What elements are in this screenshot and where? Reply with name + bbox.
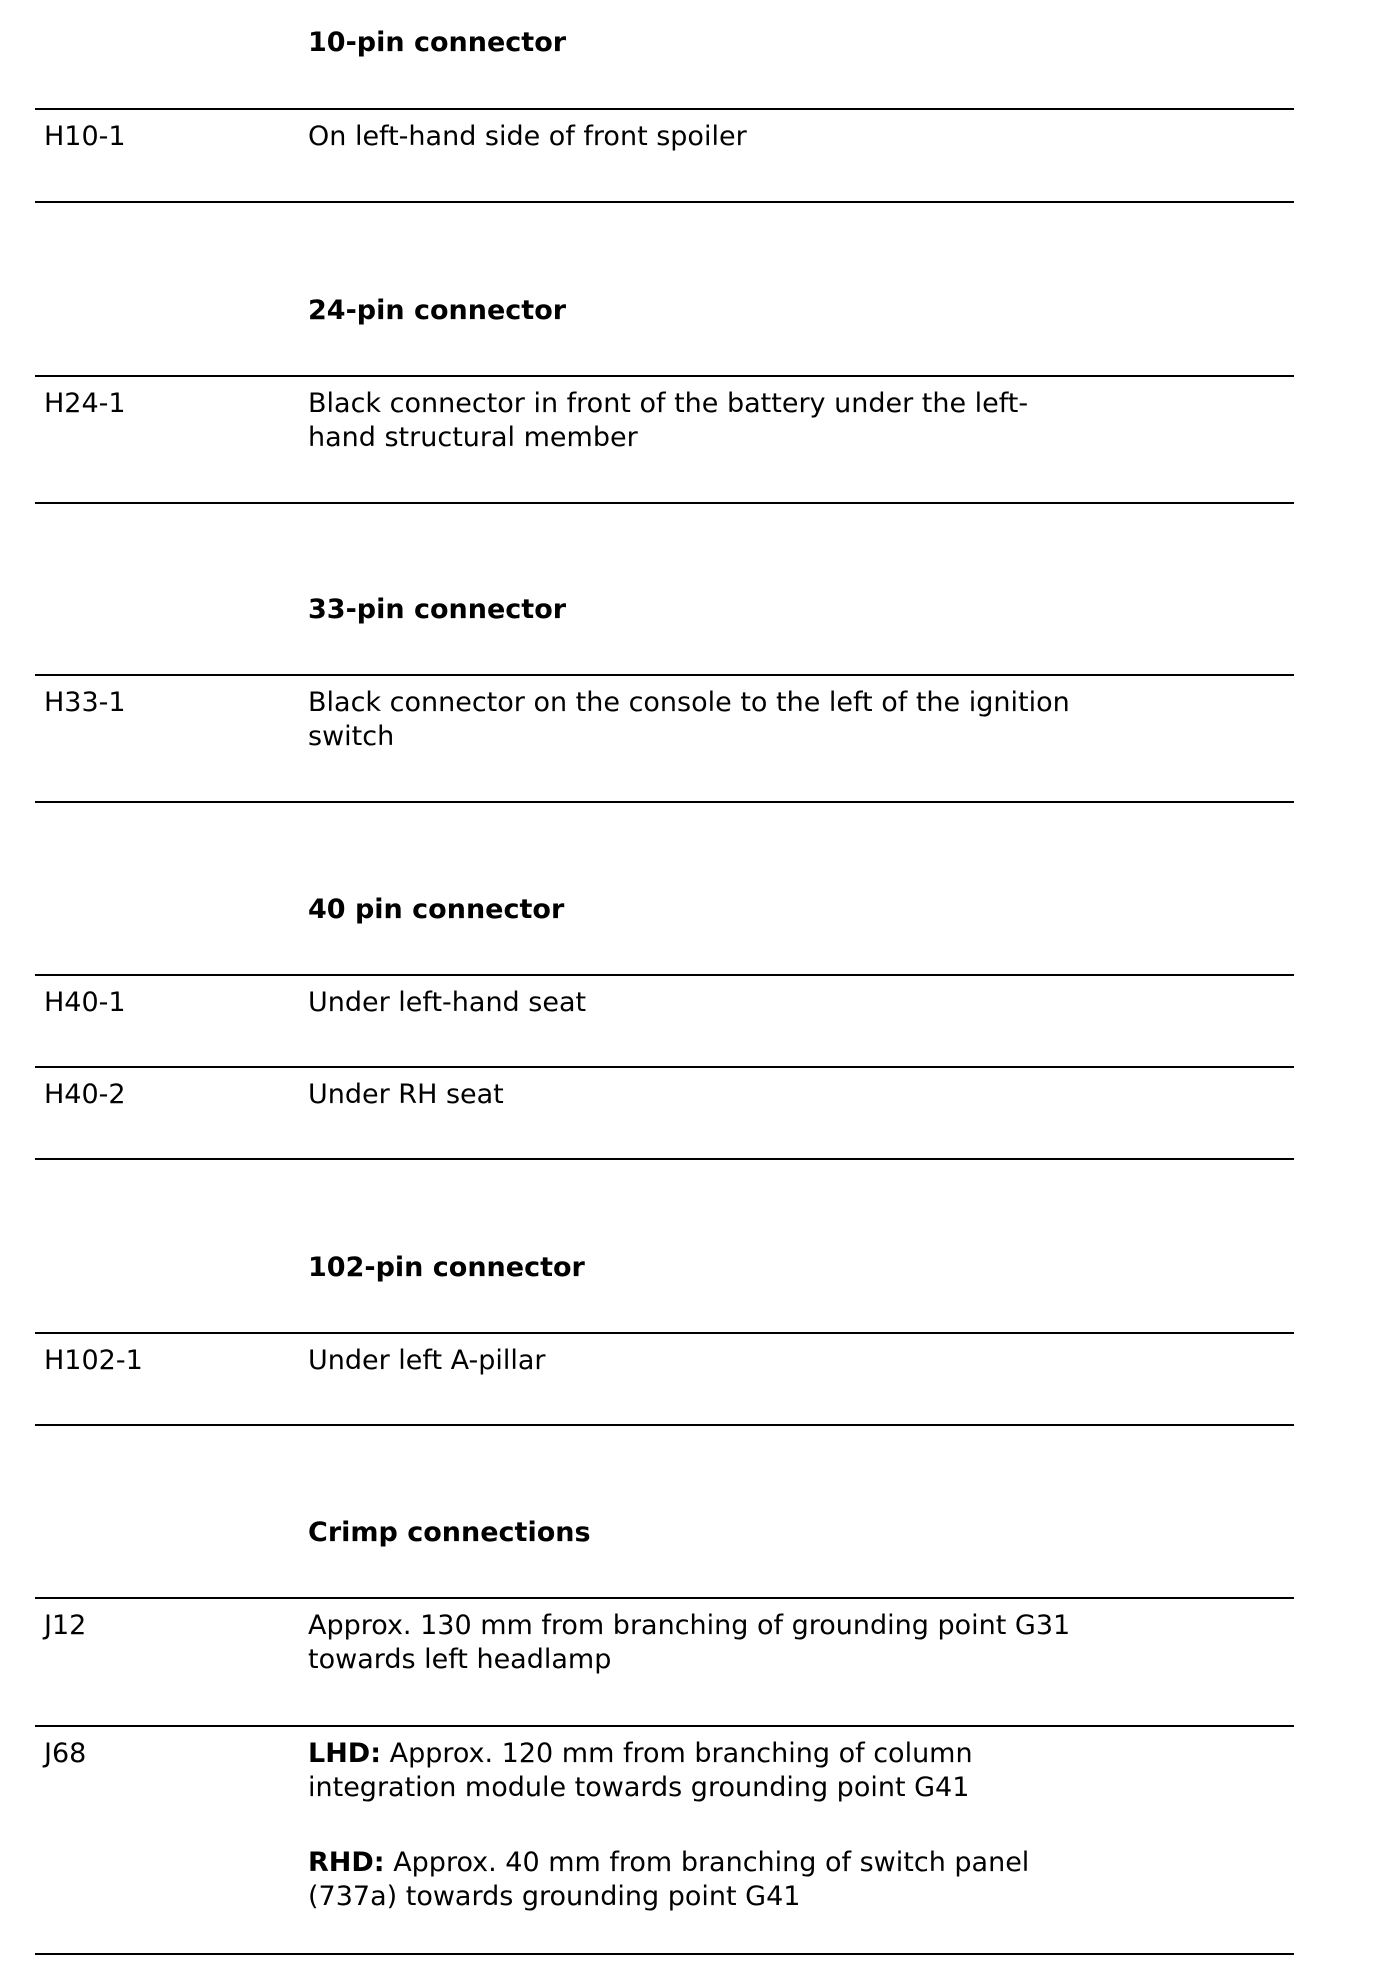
connector-location-line: LHD: Approx. 120 mm from branching of column bbox=[308, 1738, 973, 1769]
connector-location-line: hand structural member bbox=[308, 422, 638, 453]
table-rule bbox=[35, 974, 1294, 976]
connector-location-line: (737a) towards grounding point G41 bbox=[308, 1881, 801, 1912]
table-rule bbox=[35, 1725, 1294, 1727]
connector-location bbox=[308, 686, 1188, 754]
table-rule bbox=[35, 502, 1294, 504]
connector-location bbox=[308, 1609, 1188, 1677]
connector-location-line: Approx. 130 mm from branching of grounding point G31 bbox=[308, 1610, 1071, 1641]
section-heading-102-pin: 102-pin connector bbox=[308, 1252, 585, 1283]
table-rule bbox=[35, 1332, 1294, 1334]
table-rule bbox=[35, 1066, 1294, 1068]
connector-code: H10-1 bbox=[44, 121, 126, 152]
connector-location-rhd bbox=[308, 1846, 1188, 1914]
connector-code: J68 bbox=[44, 1738, 87, 1769]
connector-location-line: switch bbox=[308, 721, 395, 752]
table-rule bbox=[35, 1158, 1294, 1160]
connector-code: H102-1 bbox=[44, 1345, 143, 1376]
connector-location-line: integration module towards grounding point G41 bbox=[308, 1772, 970, 1803]
connector-location-line: RHD: Approx. 40 mm from branching of switch panel bbox=[308, 1847, 1030, 1878]
connector-code: H24-1 bbox=[44, 388, 126, 419]
connector-location-lhd bbox=[308, 1737, 1188, 1805]
table-rule bbox=[35, 375, 1294, 377]
rhd-label: RHD: bbox=[308, 1847, 385, 1878]
section-heading-33-pin: 33-pin connector bbox=[308, 594, 567, 625]
connector-location-line: towards left headlamp bbox=[308, 1644, 612, 1675]
table-rule bbox=[35, 201, 1294, 203]
connector-location-line: Black connector on the console to the left of the ignition bbox=[308, 687, 1070, 718]
section-heading-40-pin: 40 pin connector bbox=[308, 894, 565, 925]
connector-location: Under left A-pillar bbox=[308, 1345, 546, 1376]
table-rule bbox=[35, 108, 1294, 110]
table-rule bbox=[35, 674, 1294, 676]
section-heading-24-pin: 24-pin connector bbox=[308, 295, 567, 326]
table-rule bbox=[35, 1953, 1294, 1955]
connector-location bbox=[308, 387, 1188, 455]
connector-code: H40-1 bbox=[44, 987, 126, 1018]
connector-code: H33-1 bbox=[44, 687, 126, 718]
table-rule bbox=[35, 1424, 1294, 1426]
table-rule bbox=[35, 1597, 1294, 1599]
section-heading-10-pin: 10-pin connector bbox=[308, 27, 567, 58]
table-rule bbox=[35, 801, 1294, 803]
connector-code: J12 bbox=[44, 1610, 87, 1641]
connector-code: H40-2 bbox=[44, 1079, 126, 1110]
connector-location: Under left-hand seat bbox=[308, 987, 587, 1018]
lhd-label: LHD: bbox=[308, 1738, 382, 1769]
connector-location: On left-hand side of front spoiler bbox=[308, 121, 747, 152]
section-heading-crimp-connections: Crimp connections bbox=[308, 1517, 591, 1548]
connector-location-line: Black connector in front of the battery under the left- bbox=[308, 388, 1029, 419]
connector-location: Under RH seat bbox=[308, 1079, 504, 1110]
